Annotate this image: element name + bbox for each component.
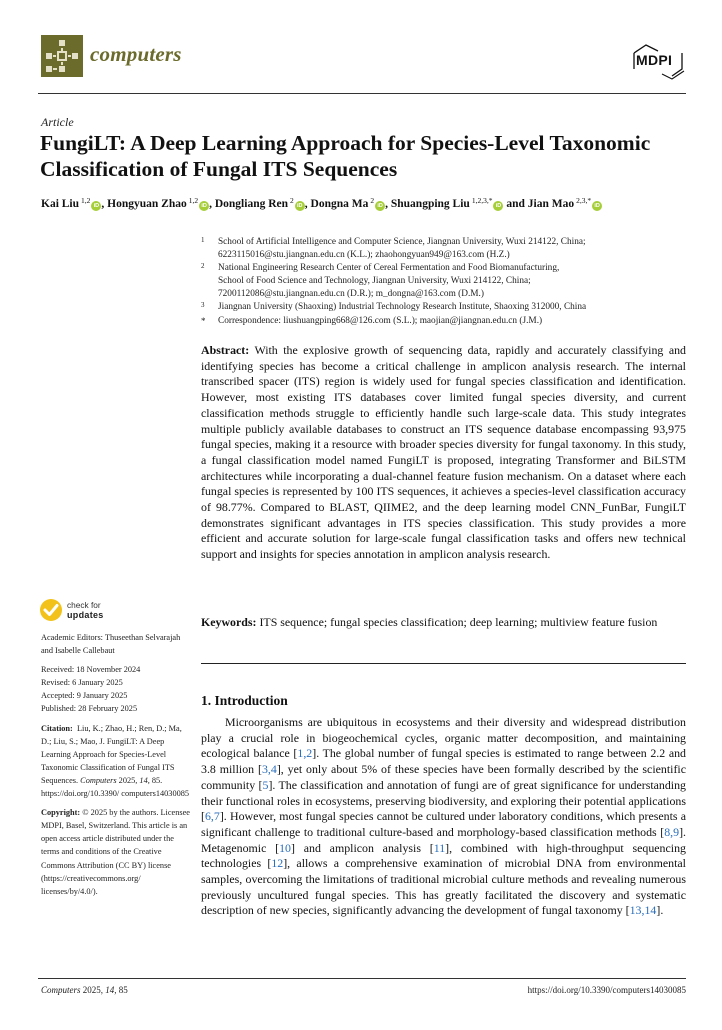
author-separator: ,	[101, 198, 108, 210]
footer-article-number: 85	[118, 985, 128, 995]
orcid-icon[interactable]: iD	[295, 201, 305, 211]
footer-volume: 14,	[105, 985, 117, 995]
date-accepted: Accepted: 9 January 2025	[41, 691, 128, 701]
section-heading: 1. Introduction	[201, 693, 288, 708]
keywords	[201, 614, 686, 631]
citation-text: Liu, K.; Zhao, H.; Ren, D.; Ma, D.; Liu, S.; Mao, J. FungiLT: A Deep Learning Approach for Species-Level Taxonomic Classification of Fungal ITS Sequences.	[41, 723, 182, 785]
author-list	[41, 196, 701, 211]
orcid-icon[interactable]: iD	[375, 201, 385, 211]
author-name[interactable]: Hongyuan Zhao	[107, 198, 187, 210]
date-revised: Revised: 6 January 2025	[41, 678, 123, 688]
keywords-text: ITS sequence; fungal species classification; deep learning; multiview feature fusion	[259, 615, 658, 629]
paragraph-text: Microorganisms are ubiquitous in ecosystems and their diversity and widespread distribution play a crucial role in biogeochemical cycles, organic matter decomposition, and maintaining ecological balance [	[201, 715, 686, 761]
header-divider	[38, 93, 686, 94]
affiliation-number: 1	[201, 236, 205, 244]
reference-link[interactable]: 10	[279, 840, 291, 855]
author-name[interactable]: Shuangping Liu	[390, 198, 470, 210]
author-separator: ,	[385, 198, 391, 210]
citation-doi[interactable]: 85. https://doi.org/10.3390/ computers14030085	[41, 775, 190, 799]
date-received: Received: 18 November 2024	[41, 665, 141, 675]
footer-divider	[38, 978, 686, 979]
citation	[41, 722, 191, 801]
article-title: FungiLT: A Deep Learning Approach for Species-Level Taxonomic Classification of Fungal ITS Sequences	[40, 131, 651, 181]
author-affiliation-marker: 2,3,*	[576, 196, 592, 205]
reference-link[interactable]: 1,2	[297, 746, 313, 761]
article-info-sidebar	[41, 631, 191, 904]
copyright-text: © 2025 by the authors. Licensee MDPI, Basel, Switzerland. This article is an open access article distributed under the terms and conditions of the Creative Commons Attribution (CC BY) license (https://creativecommons.org/ licenses/by/4.0/).	[41, 808, 190, 896]
dates	[41, 663, 191, 715]
affiliation-line: School of Artificial Intelligence and Computer Science, Jiangnan University, Wuxi 214122, China;	[218, 237, 586, 247]
paragraph-text: ]. However, most fungal species cannot be cultured under laboratory conditions, which presents a significant challenge to traditional culture-based and morphology-based classification methods [	[201, 809, 686, 839]
author-separator: and	[503, 198, 528, 210]
author-affiliation-marker: 1,2	[81, 196, 91, 205]
paragraph-text: ], yet only about 5% of these species have been formally described by the scientific community [	[201, 762, 686, 792]
affiliation-number: 3	[201, 301, 205, 310]
orcid-icon[interactable]: iD	[199, 201, 209, 211]
orcid-icon[interactable]: iD	[91, 201, 101, 211]
citation-volume: 14,	[139, 775, 150, 785]
author-affiliation-marker: 2	[290, 196, 294, 205]
author-affiliation-marker: 1,2	[188, 196, 199, 205]
article-type: Article	[41, 115, 74, 129]
author-affiliation-marker: 2	[370, 196, 375, 205]
footer-journal: Computers	[41, 985, 81, 995]
orcid-icon[interactable]: iD	[493, 201, 503, 211]
introduction-paragraph	[201, 715, 686, 919]
paragraph-text: ]. The classification and annotation of fungi are of great significance for understanding their functional roles in ecosystems, preserving biodiversity, and exploring their potential applications [	[201, 777, 686, 824]
citation-label: Citation:	[41, 723, 73, 733]
reference-link[interactable]: 6,7	[204, 809, 220, 824]
footer-year: 2025,	[82, 985, 104, 995]
paragraph-text: ], allows a comprehensive examination of microbial DNA from environmental samples, overcoming the limitations of traditional microbial culture methods and revealing numerous previously uncultured fungal species. This has greatly facilitated the discovery and systematic description of new species, significantly advancing the development of fungal taxonomy [	[201, 856, 686, 918]
mdpi-logo-text: MDPI	[636, 52, 673, 68]
check-updates-line2: updates	[67, 610, 104, 620]
author-name[interactable]: Jian Mao	[527, 198, 575, 210]
author-affiliation-marker: 1,2,3,*	[471, 196, 493, 205]
academic-editors: Academic Editors: Thuseethan Selvarajah and Isabelle Callebaut	[41, 633, 181, 656]
footer-citation	[41, 985, 128, 995]
abstract-text: With the explosive growth of sequencing data, rapidly and accurately classifying and identifying species has become a critical challenge in amplicon analysis research. The internal transcribed spacer (ITS) region is widely used for fungal species classification and identification. However, most existing ITS databases cover limited fungal species diversity, and current classification methods struggle to efficiently handle such large-scale data. This study integrates multiple publicly available databases to construct an ITS sequence database encompassing 93,975 fungal species, making it a resource with broader species diversity for fungal taxonomy. In this study, a fungal classification model named FungiLT is proposed, integrating Transformer and BiLSTM architectures while incorporating a dual-channel feature fusion mechanism. On a dataset where each fungal species is represented by 100 ITS sequences, it achieves a species-level classification accuracy of 98.77%. Compared to BLAST, QIIME2, and the deep learning model CNN_FunBar, FungiLT demonstrates significant advantages in ITS species classification. This study provides a more efficient and accurate solution for large-scale fungal classification tasks and offers new technical support and insights for species annotation in amplicon analysis research.	[201, 343, 686, 562]
keywords-label: Keywords:	[201, 615, 257, 629]
affiliation-item	[201, 236, 691, 262]
journal-name: computers	[90, 42, 182, 66]
orcid-icon[interactable]: iD	[592, 201, 602, 211]
paragraph-text: ], combined with high-throughput sequencing technologies [	[201, 840, 686, 871]
affiliation-line: National Engineering Research Center of Cereal Fermentation and Food Biomanufacturing,	[218, 263, 560, 274]
citation-journal: Computers	[80, 775, 117, 785]
affiliation-line: Jiangnan University (Shaoxing) Industrial Technology Research Institute, Shaoxing 312000, China	[218, 302, 587, 313]
paragraph-text: ].	[656, 903, 664, 918]
paragraph-text: ]. Metagenomic [	[201, 824, 686, 855]
check-for-updates-button[interactable]	[40, 599, 160, 623]
affiliation-number: 2	[201, 262, 205, 271]
reference-link[interactable]: 11	[433, 840, 446, 855]
reference-link[interactable]: 13,14	[629, 903, 657, 918]
footer-doi-link[interactable]: https://doi.org/10.3390/computers14030085	[527, 985, 686, 995]
keywords-divider	[201, 663, 686, 664]
abstract-label: Abstract:	[201, 343, 250, 357]
affiliation-item	[201, 315, 691, 328]
abstract	[201, 343, 686, 563]
citation-year: 2025,	[118, 775, 138, 785]
reference-link[interactable]: 8,9	[664, 824, 680, 839]
author-name[interactable]: Dongliang Ren	[214, 198, 289, 210]
reference-link[interactable]: 12	[271, 856, 284, 871]
copyright	[41, 806, 191, 898]
affiliation-item	[201, 301, 691, 314]
reference-link[interactable]: 3,4	[261, 762, 277, 777]
paragraph-text: ] and amplicon analysis [	[291, 840, 434, 855]
author-name[interactable]: Kai Liu	[41, 198, 80, 210]
affiliation-item	[201, 262, 691, 301]
author-separator: ,	[209, 198, 215, 210]
affiliation-line: Correspondence: liushuangping668@126.com (S.L.); maojian@jiangnan.edu.cn (J.M.)	[218, 315, 543, 326]
author-name[interactable]: Dongna Ma	[310, 198, 369, 210]
reference-link[interactable]: 5	[262, 777, 269, 792]
checkmark-icon	[40, 599, 62, 621]
affiliation-line: School of Food Science and Technology, Jiangnan University, Wuxi 214122, China;	[218, 276, 531, 287]
author-separator: ,	[304, 198, 311, 210]
date-published: Published: 28 February 2025	[41, 704, 138, 714]
journal-logo-icon	[41, 35, 83, 77]
affiliations	[201, 236, 691, 328]
affiliation-line: 7200112086@stu.jiangnan.edu.cn (D.R.); m_dongna@163.com (D.M.)	[218, 289, 484, 300]
check-updates-line1: check for	[67, 600, 101, 610]
affiliation-line: 6223115016@stu.jiangnan.edu.cn (K.L.); zhaohongyuan949@163.com (H.Z.)	[218, 250, 510, 261]
mdpi-logo	[632, 42, 688, 80]
paragraph-text: ]. The global number of fungal species is estimated to range between 2.2 and 3.8 million [	[201, 746, 686, 777]
copyright-label: Copyright:	[41, 808, 81, 818]
affiliation-number: *	[201, 315, 206, 326]
